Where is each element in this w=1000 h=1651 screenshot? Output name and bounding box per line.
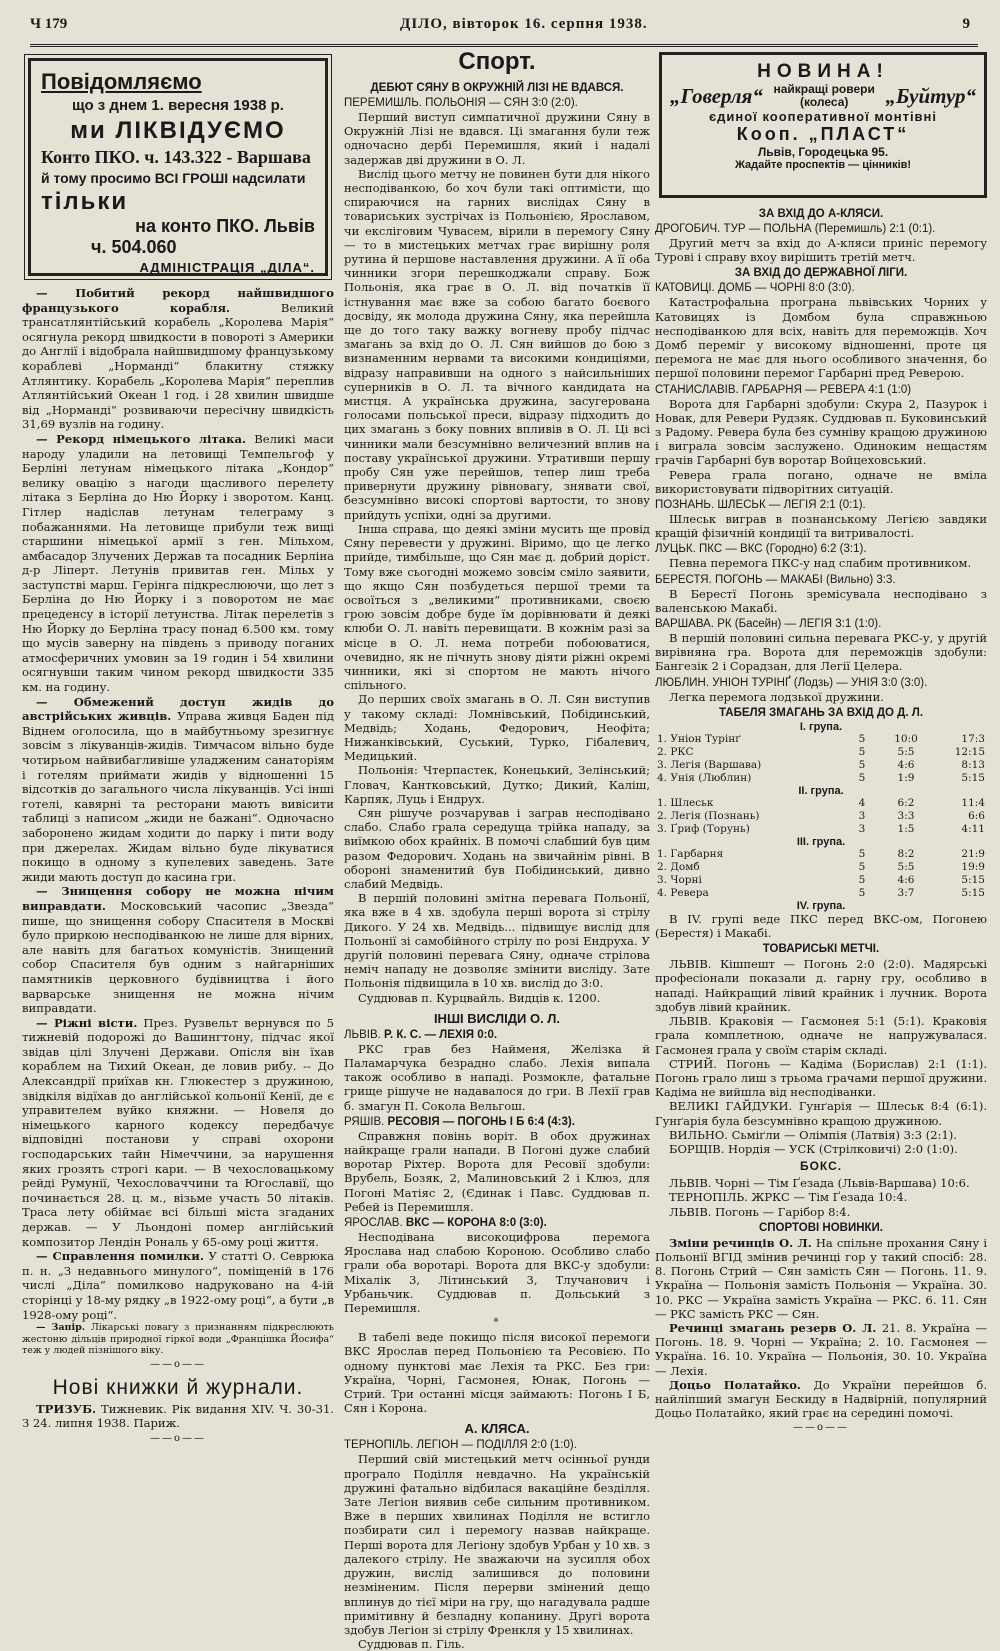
news-text: 21. 8. Україна — Погонь. 18. 9. Чорні — Україна; 2. 10. Гасмонея — Україна. 16. 10. Україна — Польонія, 30. 10. Україна — Лехія. [655,1320,987,1378]
goals: 4:11 [961,822,985,835]
masthead-date: ДІЛО, вівторок 16. серпня 1938. [400,16,648,32]
ad-line: Кооп. „ПЛАСТ“ [736,124,910,144]
goals: 5:15 [961,771,985,784]
article-paragraph: Другий метч за вхід до А-кляси приніс перемогу Турові і справу вхоу вирішить третій метч. [655,236,987,265]
news-lead: — Ріжні вісти. [36,1015,138,1030]
news-lead: Доцьо Полатайко. [669,1377,801,1392]
match-line: СТАНИСЛАВІВ. ГАРБАРНЯ — РЕВЕРА 4:1 (1:0) [655,383,912,396]
news-text: Московський часопис „Звезда“ пише, що знищення собору Спасителя в Москві було приркою несподіванкою не лише для вірних, але навіть для багатьох комуністів. Знищений собор Спасителя був одним з найгарніших памятників церковного будівництва і його варварське знищення не можна нічим виправдати. [22,898,334,1016]
group-heading: І. група. [799,720,843,733]
news-item [22,1322,334,1357]
news-item [655,1378,987,1421]
match-line: ЛЮБЛИН. УНІОН ТУРІНҐ (Лодзь) — УНІЯ 3:0 (3:0). [655,676,928,689]
team-name: 2. Домб [657,860,700,873]
news-item [655,1236,987,1321]
team-name: 3. Ґриф (Торунь) [657,822,750,835]
match-line: БЕРЕСТЯ. ПОГОНЬ — МАКАБІ (Вильно) 3:3. [655,573,896,586]
column-news [22,46,334,1533]
news-text: Великі маси народу уладили на летовищі Темпельгоф у Берліні летунам німецького літака „Кондор“ велику овацію з нагоди щасливого перелету літака з Берліна до Ню Йорку і зворотом. Канц. Гітлер надіслав летунам телеграму з побажаннями. На летовище прибули теж вищі старшини німецької армії з ген. Мільхом, амбасадор Злучених Держав та посадник Берліна д-р Ліперт. Летунів привитав ген. Мільх у заступстві марш. Герінга підкреслюючи, що лет з Берліна до Ню Йорку і з поворотом не має прецеденсу в історії летунства. Літак перелетів з Ню Йорку до Берліна трасу понад 6.500 км. тому що мусів заверну на південь з приводу поганих атмосферичних умовин за 19 годин і 54 хвилини осягнувши таким чином рекорд швидкости 335 км. на годину. [22,431,335,695]
standings-row [655,733,987,746]
goals: 5:15 [961,886,985,899]
article-paragraph: РКС грав без Найменя, Желізка й Паламарчука безрадно слабо. Лехія випала також особливо в нападі. Розмоклe, фатальне грище рішуче не надавалося до гри. В Лехії грав б. змагун П. Сокола Вельгош. [344,1041,650,1113]
article-paragraph: ЛЬВІВ. Кішпешт — Погонь 2:0 (2:0). Мадярські професіонали показали д. гарну гру, особливо в нападі. Найкращий лівий крайник і лучник. Ворота здобув лівий крайник. [655,957,987,1014]
books-text: Тижневик. Рік видання XIV. Ч. 30-31. З 24. липня 1938. Париж. [22,1401,335,1431]
separator: ——о—— [149,1358,207,1370]
page-header [30,14,978,47]
news-text: Лікарські повагу з признанням підкреслюють жестоню дільців природної гіркої води „Францішка Йосифа“ теж у людей пізнішого віку. [22,1322,334,1357]
news-item [22,286,334,432]
points: 6:2 [897,796,915,809]
match-teams: РЕСОВІЯ — ПОГОНЬ І Б 6:4 (4:3). [387,1115,575,1128]
group-heading: IV. група. [796,899,846,912]
news-lead: — Побитий рекорд найшвидшого французького корабля. [22,286,334,315]
games-played: 5 [858,745,866,758]
article-paragraph: Сян рішуче розчарував і заграв несподівано слабо. Слабо грала середуща трійка нападу, за виїмкою обох крайніх. В помочі слабший був цим разом Федорович. Ходань на звичайнім рівні. В обороні знаменитий був Побідинський, дивно слабий Медвідь. [344,805,650,891]
points: 1:5 [897,822,915,835]
games-played: 5 [858,860,866,873]
standings-row [655,810,987,823]
standings-row [655,772,987,785]
ad-line: Конто ПКО. ч. 143.322 - Варшава [41,147,311,167]
issue-number: Ч 179 [30,16,68,32]
standings-row [655,848,987,861]
sport-section-title: Спорт. [458,48,536,75]
ad-line: що з днем 1. вересня 1938 р. [72,97,284,114]
article-paragraph: ЛЬВІВ. Краковія — Гасмонея 5:1 (5:1). Краковія грала комплетною, одначе не напружувалася. Гасмонея грала у своїм старім складі. [655,1014,987,1057]
match-line: ПОЗНАНЬ. ШЛЕСЬК — ЛЕГІЯ 2:1 (0:1). [655,499,866,512]
article-paragraph: В першій половині сильна перевага РКС-у, у другій вирівняна гра. Ворота для переможців здобули: Бангезік 2 і Сорадзан, для Легії Целера. [655,631,987,674]
news-lead: — Обмежений доступ жидів до австрійських живців. [22,694,334,724]
article-paragraph: ВИЛЬНО. Сьміґли — Олімпія (Латвія) 3:3 (2:1). [669,1127,957,1142]
article-paragraph: В Берестї Погонь зремісувала несподівано з валенською Макабі. [655,586,987,615]
match-teams: ВКС — КОРОНА 8:0 (3:0). [405,1217,547,1230]
article-paragraph: Справжня повінь воріт. В обох дружинах найкраще грали напади. В Погоні дуже слабий воротар Ріхтер. Ворота для Ресовії здобули: Врубель, Бозяк, 2, Малиновський 2 і Клюз, для Погоні Матіяс 2, (Єдинак і Павс. Суддював п. Ребей із Перемишля. [344,1128,650,1214]
goals: 6:6 [968,809,985,822]
team-name: 1. Гарбарня [657,847,724,860]
separator: ——о—— [792,1422,850,1434]
news-text: У статті О. Севрюка п. н. „З недавнього минулого“, поміщеній в 176 числі „Діла“ помилково надруковано на 4-ій сторінці у 18-му рядку „в 1922-ому році“, а бути „в 1928-ому році“. [22,1249,334,1322]
group-heading: ІІ. група. [798,784,844,797]
article-paragraph: В IV. групі веде ПКС перед ВКС-ом, Погонею (Берестя) і Макабі. [655,911,987,941]
news-lead: — Запір. [36,1322,86,1334]
article-paragraph: Перший свій мистецький метч осінньої рунди програло Поділля невдачно. На українській дружині фатально відбилася вакаційне безділля. Зате Легіон виявив себе сильним противником. Вже в перших хвилинах Поділля не встигло позбирати сил і перемогу назвав найкраще. Перші ворота для Легіону здобув Урбан у 10 хв. з далекого стрілу. Не зважаючи на зусилля обох дружин, вислід залишився до половини незміненим. Після перерви змінений дещо вплинув до тієї міри на гру, що нагадувала радше примітивну й безладну копанину. Другі ворота здобув Легіон зі стрілу Френкля у 15 хвилинах. [344,1452,650,1637]
news-text: Управа живця Баден під Віднем оголосила, що в майбутньому зрезигнує зовсім з лікуванців-жидів. Тимчасом вільно буде чотирьом найвибагливіше уладженим санаторіям і готелям приймати жидів у відношенні 15 відсотків до загального числа лікуванців. Усі інші готелі, кавярні та ресторани мають вивісити таблиці з написом „жиди не бажані“. Одночасно заборонено жидам ходити до парку і пити воду при джерелах. Жидам вільно буде лікуватися покищо в одному з купелевих заведень. Зате жиди мають доступ до касина гри. [22,709,334,884]
points: 5:5 [897,745,915,758]
games-played: 5 [858,886,866,899]
news-lead: Зміни речинців О. Л. [669,1235,812,1250]
team-name: 3. Легія (Варшава) [657,758,762,771]
goals: 17:3 [961,732,985,745]
books-item [22,1402,334,1431]
news-text: Великий трансатлянтійський корабель „Королева Марія“ осягнула рекорд швидкости в повороті з Америки до Англії і відобрала найшвидшому французькому кораблеві „Норманді“ блакитну стяжку Атлянтику. Корабель „Королева Марія“ переплив Атлянтійський Океан 1 год. і 28 хвилин швидше від „Норманді“ розвиваючи пересічну швидкість 31,69 вузлів на годину. [22,300,334,432]
section-headline: БОКС. [799,1159,843,1174]
standings-row [655,887,987,900]
group-table [655,733,987,785]
team-name: 2. Легія (Познань) [657,809,760,822]
article-paragraph: Шлеськ виграв в познанському Легією завдяки кращій фізичній кондиції та витривалості. [655,512,987,541]
standings-title: ТАБЕЛЯ ЗМАГАНЬ ЗА ВХІД ДО Д. Л. [718,706,924,719]
standings-table [655,721,987,900]
standings-row [655,874,987,887]
match-line [344,1217,650,1229]
match-line: ТЕРНОПІЛЬ. ЛЕГІОН — ПОДІЛЛЯ 2:0 (1:0). [344,1439,577,1452]
goals: 21:9 [961,847,985,860]
article-headline: ІНШІ ВИСЛІДИ О. Л. [433,1010,561,1026]
article-paragraph: ТЕРНОПІЛЬ. ЖРКС — Тім Ґезада 10:4. [669,1190,908,1205]
match-line: ПЕРЕМИШЛЬ. ПОЛЬОНІЯ — СЯН 3:0 (2:0). [344,97,578,109]
brand-hoverla: „Говерля“ [670,83,763,108]
ad-line: на конто ПКО. Львів [135,216,315,236]
points: 4:6 [897,758,915,771]
section-headline: СПОРТОВІ НОВИНКИ. [758,1221,884,1234]
standings-row [655,746,987,759]
column-sport [344,46,650,1651]
games-played: 3 [858,822,866,835]
article-headline: А. КЛЯСА. [464,1421,530,1437]
match-city: РЯШІВ. [344,1115,385,1128]
section-headline: ТОВАРИСЬКІ МЕТЧІ. [762,943,880,956]
article-paragraph: Ворота для Гарбарні здобули: Скура 2, Пазурок і Новак, для Ревери Рудзяк. Суддював п. Буковинський з Радому. Ревера була без сумніву кращою дружиною і виграла зовсім заслужено. Одиноким нещастям грачів Гарбарні був воротар Войцеховський. [655,396,987,468]
ad-line: тільки [41,188,129,215]
group-table [655,848,987,900]
article-paragraph: До перших своїх змагань в О. Л. Сян виступив у такому складі: Ломнівський, Побідинський, Медвідь; Ходань, Федорович, Неофіта; Нижанківський, Суський, Турко, Гібалевич, Медицький. [344,692,650,764]
news-lead: — Рекорд німецького літака. [36,431,247,446]
books-lead: ТРИЗУБ. [36,1401,97,1416]
ad-line: АДМІНІСТРАЦІЯ „ДІЛА“. [139,260,315,275]
goals: 11:4 [961,796,985,809]
points: 5:5 [897,860,915,873]
ad-line: НОВИНА! [757,61,889,82]
page-number: 9 [962,16,970,32]
article-paragraph: В першій половині змітна перевага Польонії, яка вже в 4 хв. здобула перші ворота зі стрілу Дикого. У 24 хв. Медвідь... підвищує вислід для Польонії зі самобійного стрілу по розі Ендруха. У другій половині перевага Сяну, одначе стрілова неміч нападу не дозволяє змінити висліду. Зате Польонія підвищила в 10 хв. вислід до 3:0. [344,891,650,991]
news-item [22,695,334,885]
article-paragraph: ЛЬВІВ. Чорні — Тім Ґезада (Львів-Варшава) 10:6. [669,1176,970,1191]
team-name: 4. Ревера [657,886,709,899]
article-paragraph: В табелі веде покищо після високої перемоги ВКС Ярослав перед Польонією та Ресовією. По одному пунктові має Лехія та РКС. Без гри: Україна, Чорні, Гасмонея, Юнак, Погонь — Стрий. Три останні місця займають: Погонь І Б, Сян і Корона. [344,1330,650,1416]
match-city: ЛЬВІВ. [344,1028,381,1041]
news-lead: — Справлення помилки. [36,1249,204,1264]
ad-line: й тому просимо ВСІ ГРОШІ надсилати [41,170,306,186]
separator: ——о—— [149,1432,207,1444]
separator-star: * [493,1317,501,1329]
section-headline: ЗА ВХІД ДО ДЕРЖАВНОЇ ЛІГИ. [734,267,908,280]
ad-line: ми ЛІКВІДУЄМО [70,117,286,144]
match-line: КАТОВИЦІ. ДОМБ — ЧОРНІ 8:0 (3:0). [655,282,855,295]
section-headline: ЗА ВХІД ДО А-КЛЯСИ. [758,208,884,220]
team-name: 1. Уніон Турінґ [657,732,741,745]
article-paragraph: Легка перемога лодзької дружини. [669,689,884,704]
match-line [344,1116,650,1128]
article-paragraph: Вислід цього метчу не повинен бути для нікого несподіванкою, бо хоч були такі оптимісти, що спираючися на гарних вислідах Сяну в товариських зустрічах із Польонією, Ярославом, чи ексліговим Чувасем, вірили в перемогу Сяну — то в мистецьких метчах грає вирішну роля рутина й першове наставлення дружини. А її оба чинники згори перешкоджали справу. Бож Польонія, яка грає в О. Л. від початків її істнування має вже за собою багато боєвого досвіду, як молода дружина Сяну, яка перейшла ще до того таку важку вогневу пробу підчас змагань за вхід до О. Л. Сян вийшов до бою з визнаменним нервами та високими кондиціями, відразу направивши на одного з найсильніших суперників в О. Л. та вічного кандидата на мистця. А українська дружина, засугерована голосами польської преси, відразу підходить до цих змагань з боку повних впливів в О. Л. Ці всі чинники мали безсумнівно величезний вплив на поставу української дружини. Утративши першу пробу Сян уже перейшов, тепер лиш треба привернути дружину рівновагу, знявати свої, безсумнівно високі спортові вартости, то знову прийдуть успіхи, одні за другими. [344,166,650,522]
news-item [22,432,334,695]
article-paragraph: ЛЬВІВ. Погонь — Гарібор 8:4. [669,1204,851,1219]
points: 10:0 [894,732,918,745]
goals: 5:15 [961,873,985,886]
article-paragraph: Інша справа, що деякі зміни мусить ще провід Сяну перевести у дружині. Віримо, що це легко прийде, тимбільше, що Сян має д. добрий доріст. Тому вже сьогодні можемо зовсім сміло заявити, що якщо Сян позбудеться першої треми та освоїться з „великими“ противниками, своєю грою зовсім добре буде їм дорівнювати й деякі клюби О. Л. навіть перевищати. В кожнім разі за місце в О. Л. нема потреби побоюватися, очевидно, як не пічнуть знову діяти ріжні окремі чинники, які зі спортом не мають нічого спільного. [344,521,650,693]
standings-row [655,861,987,874]
match-line: ВАРШАВА. РК (Басейн) — ЛЕГІЯ 3:1 (1:0). [655,618,882,631]
news-text: През. Рузвельт вернувся по 5 тижневій подорожі до Вашингтону, підчас якої звідав цілі Злучені Держави. Опісля він їхав кораблем на Тихий Океан, де ловив рибу. -- До Александрії приїхав кн. Глюкестер з дружиною, звідкіля відїхав до англійської кольонії Кенії, де є управителем вуйко княжни. — Новеля до німецького карного кодексу передбачує відповідні постанови у справі охорони господарських тайн Німеччини, за нарушення яких грозять строгі кари. — В чехословацькому рейді Румунії, Чехословаччини та Югославії, що починається 28. ц. м., візьме участь 50 літаків. Траса лету обіймає всі більші міста згаданих держав. — У Льондоні помер англійський композитор Лендін Рональ у 65-ому році життя. [22,1015,334,1249]
points: 4:6 [897,873,915,886]
article-paragraph: БОРЩІВ. Нордія — УСК (Стрілковичі) 2:0 (1:0). [669,1141,958,1156]
team-name: 4. Унія (Люблин) [657,771,752,784]
ad-line: Львів, Городецька 95. [757,145,889,159]
ad-line: єдиної кооперативної монтівні [708,109,938,124]
points: 3:7 [897,886,915,899]
goals: 8:13 [961,758,985,771]
news-item [22,1249,334,1322]
games-played: 5 [858,732,866,745]
article-paragraph: Польонія: Чтерпастек, Конецький, Зелінський; Гловач, Кантковський, Дутко; Дикий, Каліш, Карпяк, Луць і Ендрух. [344,763,650,806]
match-line [344,1029,650,1041]
team-name: 2. РКС [657,745,694,758]
article-paragraph: ВЕЛИКІ ГАЙДУКИ. Гунґарія — Шлеськ 8:4 (6:1). Гунґарія була безсумнівно кращою дружиною. [655,1099,987,1128]
points: 8:2 [897,847,915,860]
article-paragraph: Перший виступ симпатичної дружини Сяну в Окружній Лізі не вдався. Ці змагання були теж одночасно дербі Перемишля, який і надалі задержав дві дружини в О. Л. [344,110,650,167]
ad-line: найкращі ровери (колеса) [773,82,875,109]
news-item [22,1016,334,1250]
article-paragraph: Ревера грала погано, одначе не вміла використовувати підворітних ситуацій. [655,467,987,496]
news-lead: — Знищення собору не можна нічим виправдати. [22,884,334,913]
news-text: На спільне прохання Сяну і Польонії ВГІД змінив речинці гор у такий спосіб: 28. 8. Погонь Стрий — Сян замість Сян — Погонь. 11. 9. Україна — Польонія замість Польонія — Україна. 30. 10. РКС — Україна замість Україна — РКС. 6. 11. Сян — РКС замість РКС — Сян. [655,1235,987,1321]
news-lead: Речинці змагань резерв О. Л. [669,1320,877,1335]
goals: 12:15 [954,745,985,758]
column-results [655,46,987,1533]
match-line: ЛУЦЬК. ПКС — ВКС (Городно) 6:2 (3:1). [655,543,867,556]
dilo-administration-ad [28,58,328,276]
goals: 19:9 [961,860,985,873]
games-played: 4 [858,796,866,809]
article-paragraph: Катастрофальна програна львівських Чорних у Катовицях із Домбом була справжньою несподіванкою для всіх, навіть для переможців. Хоч Домб переміг у високому відношенні, проте ця перемога не має для нього особливого значення, бо першої половини перемог Гарбарні пред Реверою. [655,295,987,381]
article-paragraph: Суддював п. Гіль. [358,1637,465,1651]
ad-brand-row [670,83,976,109]
points: 1:9 [897,771,915,784]
standings-row [655,759,987,772]
plast-bicycle-ad [659,52,987,198]
news-item [655,1321,987,1378]
games-played: 5 [858,771,866,784]
games-played: 5 [858,847,866,860]
news-item [22,884,334,1015]
standings-row [655,797,987,810]
ad-line: Повідомляємо [41,69,202,94]
ad-line: Жадайте проспектів — цінників! [734,159,912,171]
article-paragraph: СТРИЙ. Погонь — Кадіма (Борислав) 2:1 (1:1). Погонь грало лиш з трьома грачами першої дружини. Кадіма не вийшла від несподіванки. [655,1056,987,1100]
team-name: 3. Чорні [657,873,702,886]
points: 3:3 [897,809,915,822]
games-played: 5 [858,758,866,771]
brand-buitur: „Буйтур“ [885,83,976,108]
group-table [655,797,987,836]
ad-line: ч. 504.060 [91,237,177,257]
match-teams: Р. К. С. — ЛЕХІЯ 0:0. [384,1028,498,1041]
article-paragraph: Несподівана високоцифрова перемога Ярослава над слабою Короною. Особливо слабо грали оба воротарі. Ворота для ВКС-у здобули: Міхалік 3, Літинський 3, Тлучанович і Урбаньчик. Суддював п. Дольський з Перемишля. [344,1230,650,1316]
games-played: 3 [858,809,866,822]
team-name: 1. Шлеськ [657,796,714,809]
match-city: ЯРОСЛАВ. [344,1217,403,1230]
article-paragraph: Суддював п. Курцвайль. Видців к. 1200. [358,990,601,1005]
standings-row [655,823,987,836]
games-played: 5 [858,873,866,886]
group-heading: ІІІ. група. [796,835,846,848]
article-headline: ДЕБЮТ СЯНУ В ОКРУЖНІЙ ЛІЗІ НЕ ВДАВСЯ. [370,82,624,94]
books-heading: Нові книжки й журнали. [52,1375,304,1399]
article-paragraph: Певна перемога ПКС-у над слабим противником. [669,556,972,571]
match-line: ДРОГОБИЧ. ТУР — ПОЛЬНА (Перемишль) 2:1 (0:1). [655,223,936,235]
news-text: До України перейшов б. найліпший змагун Бескиду в Надвірній, популярний Доцьо Полатайко, який грає на середині помочі. [655,1377,988,1421]
